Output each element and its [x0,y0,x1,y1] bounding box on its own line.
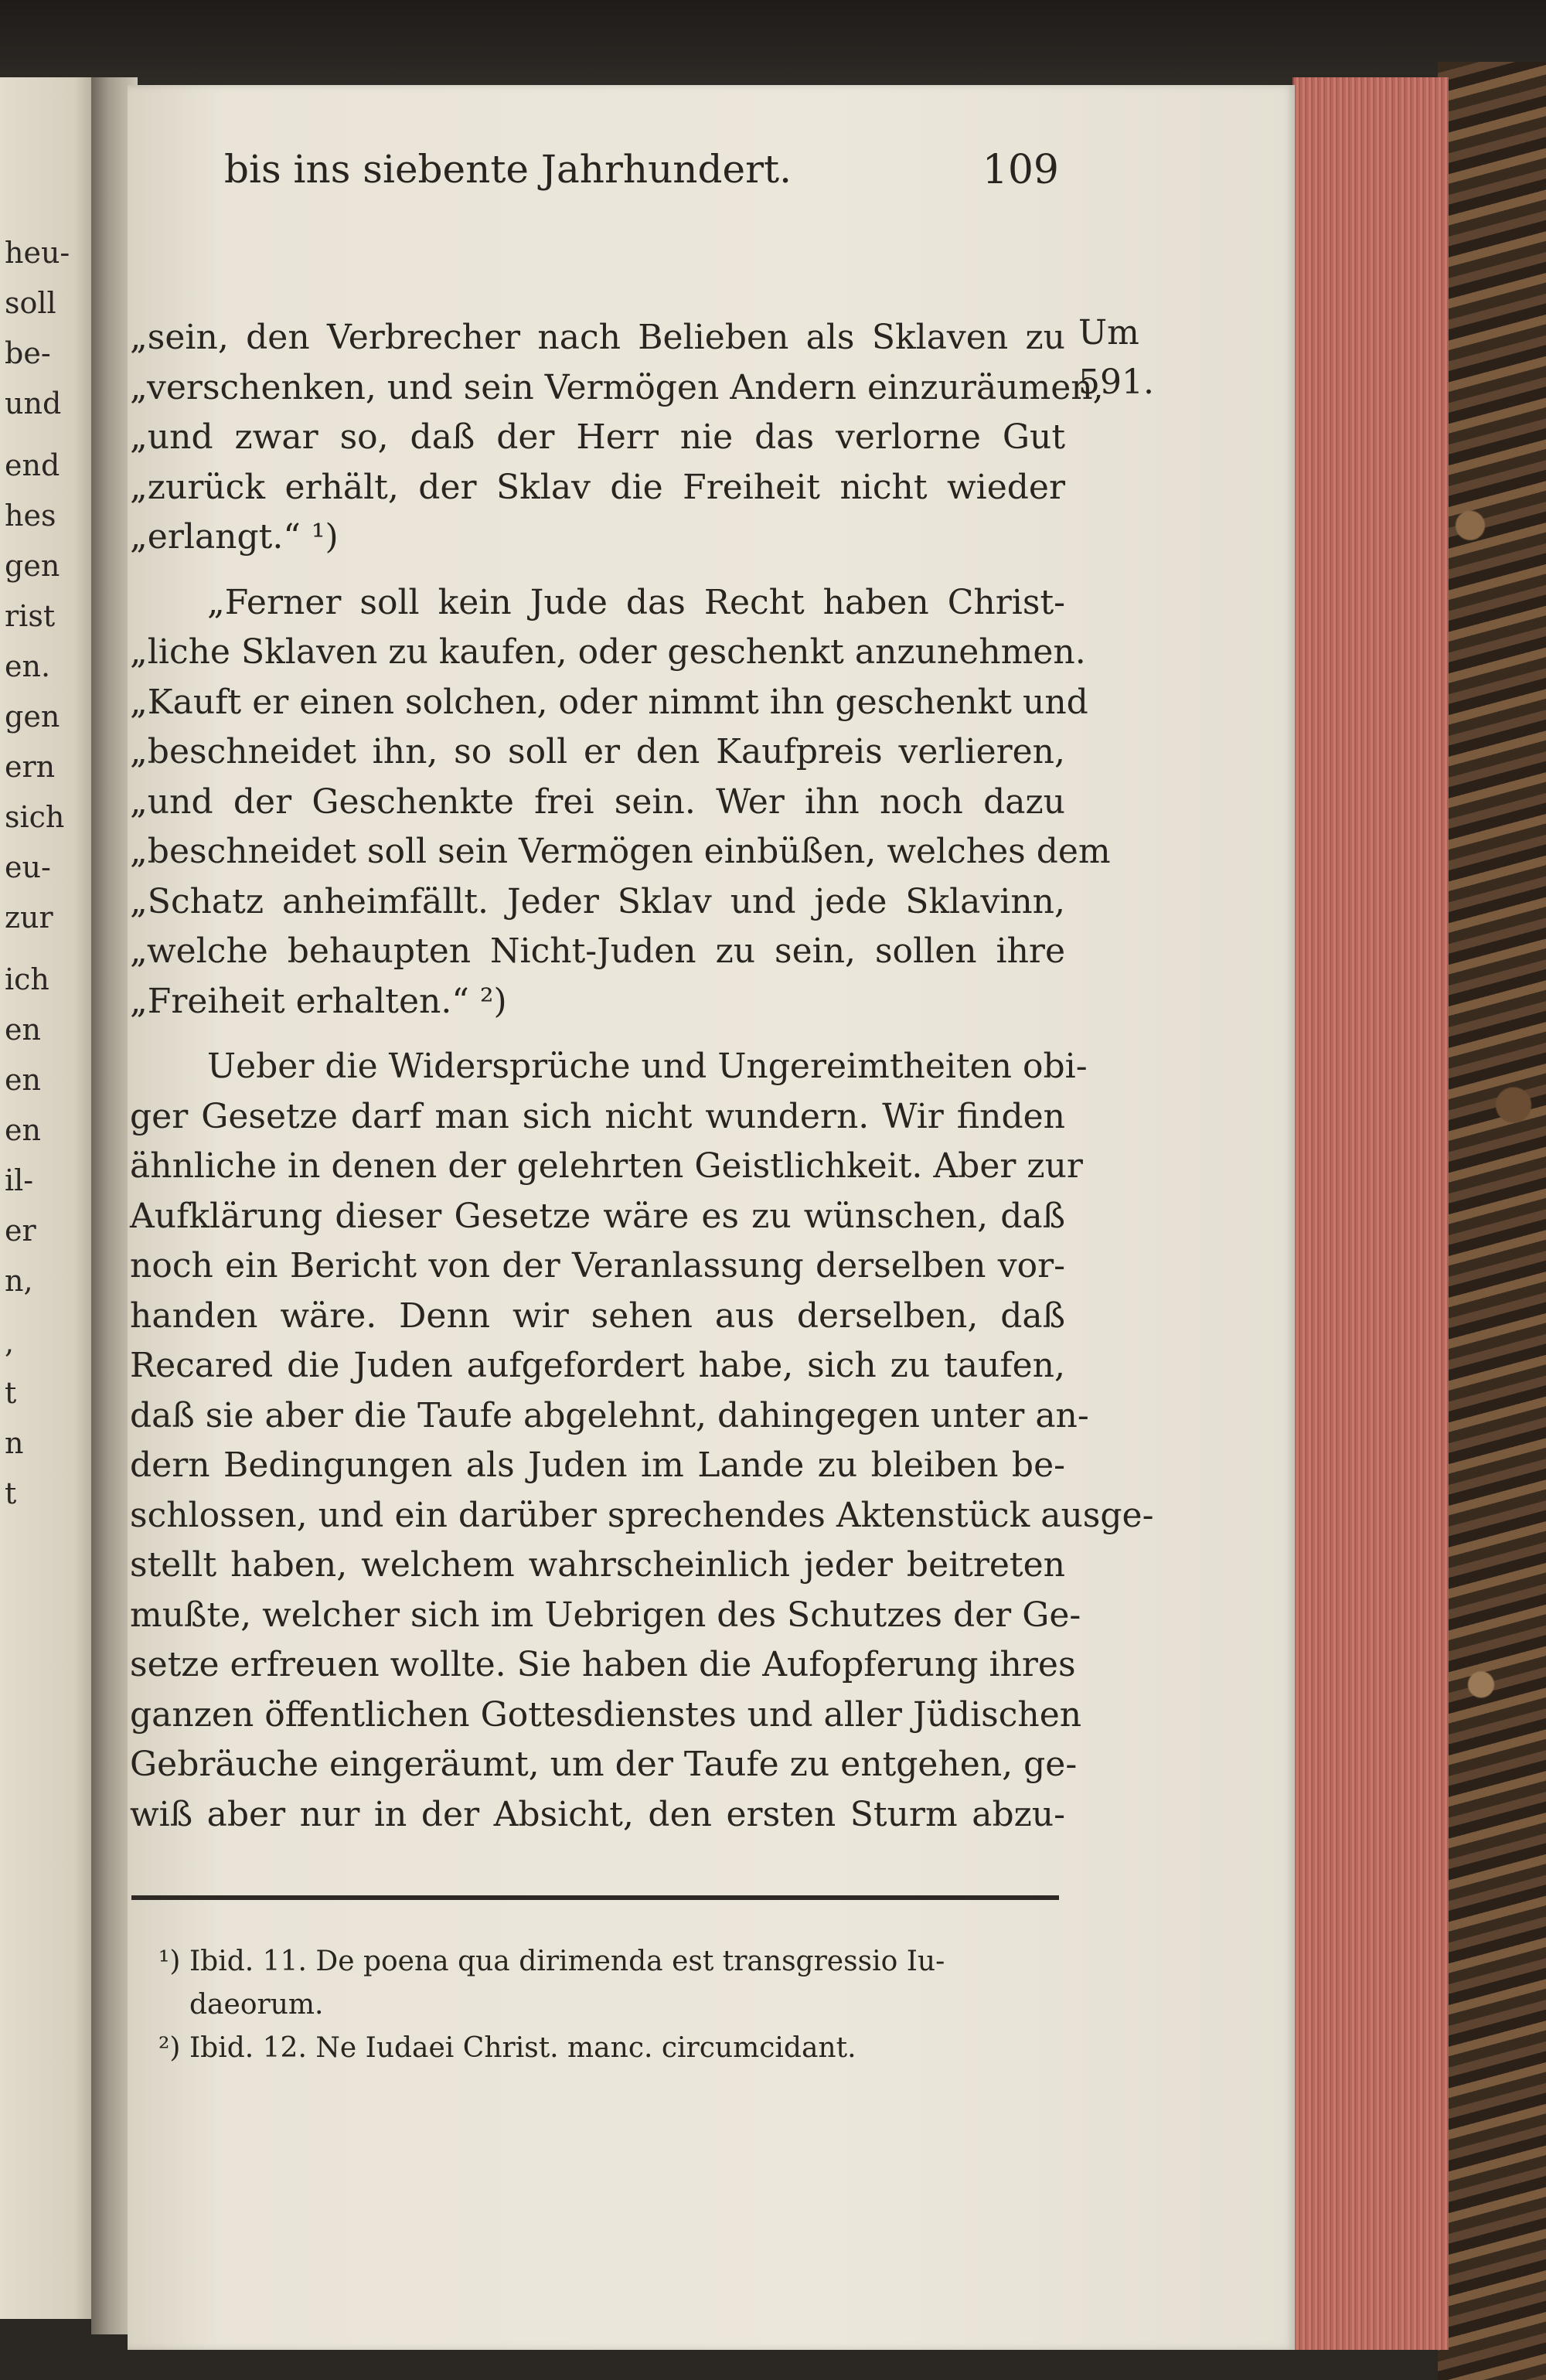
text-line: ger Gesetze darf man sich nicht wundern. Wir finden [130,1096,1065,1136]
footnote-continuation: daeorum. [189,1989,324,2021]
text-line: „erlangt.“ ¹) [130,517,339,557]
facing-page-fragment: n, [5,1264,33,1298]
text-line: handen wäre. Denn wir sehen aus derselben, daß [130,1296,1065,1336]
facing-page-fragment: er [5,1214,36,1248]
text-line: schlossen, und ein darüber sprechendes Aktenstück ausge- [130,1495,1154,1535]
text-line: „und der Geschenkte frei sein. Wer ihn noch dazu [130,781,1065,822]
footnote-text: Ibid. 12. Ne Iudaei Christ. manc. circumcidant. [189,2032,856,2064]
facing-page-fragment: eu- [5,850,51,884]
facing-page-fragment: heu- [5,236,70,270]
text-line: noch ein Bericht von der Veranlassung derselben vor- [130,1246,1065,1285]
text-line: „beschneidet soll sein Vermögen einbüßen, welches dem [130,832,1111,871]
text-line: „verschenken, und sein Vermögen Andern einzuräumen, [130,367,1104,407]
text-line: stellt haben, welchem wahrscheinlich jeder beitreten [130,1545,1065,1585]
text-line: Gebräuche eingeräumt, um der Taufe zu entgehen, ge- [130,1745,1078,1784]
facing-page-fragment: rist [5,599,56,633]
text-line: Aufklärung dieser Gesetze wäre es zu wünschen, daß [130,1196,1065,1236]
facing-page-fragment: gen [5,700,60,734]
spine-head [0,0,1546,85]
text-line: setze erfreuen wollte. Sie haben die Aufopferung ihres [130,1645,1076,1684]
text-line: „zurück erhält, der Sklav die Freiheit nicht wieder [130,467,1065,507]
text-line: Ueber die Widersprüche und Ungereimtheiten obi- [207,1047,1088,1086]
facing-page-left [0,77,93,2319]
text-line: „liche Sklaven zu kaufen, oder geschenkt anzunehmen. [130,632,1086,672]
footnote-continuation-line [158,1983,1063,2027]
facing-page-fragment: hes [5,499,56,533]
footnote-marker: ²) [158,2032,181,2064]
facing-page-fragment: und [5,386,62,421]
facing-page-fragment: n [5,1426,24,1460]
facing-page-fragment: en. [5,649,51,683]
facing-page-fragment: end [5,448,60,482]
running-head-title: bis ins siebente Jahrhundert. [224,147,792,192]
text-line: „Ferner soll kein Jude das Recht haben Christ- [207,582,1065,622]
footnote-text: Ibid. 11. De poena qua dirimenda est transgressio Iu- [189,1946,945,1977]
facing-page-fragment: ern [5,750,56,784]
text-line: „beschneidet ihn, so soll er den Kaufpreis verlieren, [130,732,1065,771]
page-number: 109 [982,147,1059,193]
facing-page-fragment: en [5,1063,41,1097]
text-line: mußte, welcher sich im Uebrigen des Schutzes der Ge- [130,1595,1081,1635]
margin-note-label: Um [1078,313,1139,352]
footnote-marker: ¹) [158,1946,181,1977]
facing-page-fragment: en [5,1013,41,1047]
text-line: daß sie aber die Taufe abgelehnt, dahingegen unter an- [130,1395,1089,1435]
paragraph-gap [130,1027,1065,1042]
text-line: „Kauft er einen solchen, oder nimmt ihn geschenkt und [130,682,1088,722]
text-line: dern Bedingungen als Juden im Lande zu bleiben be- [130,1445,1065,1485]
text-line: „Schatz anheimfällt. Jeder Sklav und jede Sklavinn, [130,881,1065,921]
text-line: ähnliche in denen der gelehrten Geistlichkeit. Aber zur [130,1146,1083,1186]
facing-page-fragment: t [5,1376,17,1410]
footnote-rule [131,1895,1059,1900]
text-line: Recared die Juden aufgefordert habe, sich zu taufen, [130,1346,1065,1385]
paragraph-gap [130,563,1065,578]
text-line: wiß aber nur in der Absicht, den ersten Sturm abzu- [130,1794,1065,1834]
footnote [158,2027,1063,2070]
facing-page-fragment: zur [5,901,53,935]
footnotes [158,1940,1063,2070]
margin-note-year: 591. [1078,363,1154,402]
facing-page-fragment: il- [5,1163,34,1197]
footnote [158,1940,1063,1983]
text-line: „welche behaupten Nicht-Juden zu sein, sollen ihre [130,931,1065,971]
text-line: „sein, den Verbrecher nach Belieben als Sklaven zu [130,318,1065,357]
facing-page-fragment: be- [5,336,51,370]
facing-page-fragment: ich [5,962,49,996]
facing-page-fragment: sich [5,800,65,834]
text-line: „Freiheit erhalten.“ ²) [130,981,507,1021]
facing-page-fragment: , [5,1326,15,1360]
facing-page-fragment: soll [5,286,56,320]
text-line: ganzen öffentlichen Gottesdienstes und aller Jüdischen [130,1694,1082,1735]
facing-page-fragment: t [5,1476,17,1510]
facing-page-fragment: en [5,1113,41,1147]
marbled-cover [1438,62,1546,2380]
running-head [224,147,1059,193]
facing-page-fragment: gen [5,549,60,583]
text-line: „und zwar so, daß der Herr nie das verlorne Gut [130,417,1065,457]
page-fore-edge [1292,77,1449,2350]
